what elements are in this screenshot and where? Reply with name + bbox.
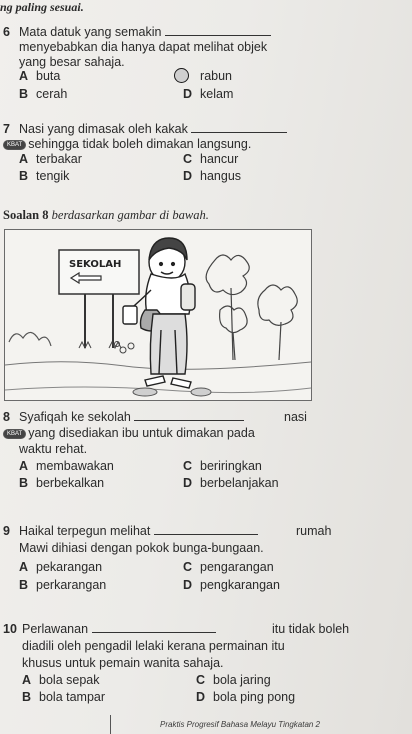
sign-label: SEKOLAH bbox=[69, 259, 122, 270]
q8-line3: waktu rehat. bbox=[19, 442, 88, 456]
answer-blank[interactable] bbox=[165, 35, 271, 36]
q10-line3: khusus untuk pemain wanita sahaja. bbox=[22, 656, 224, 670]
q6-option-c[interactable]: rabun bbox=[200, 69, 233, 83]
school-girl-illustration bbox=[5, 230, 311, 400]
q6-line3: yang besar sahaja. bbox=[19, 55, 125, 69]
kbat-badge: KBAT bbox=[3, 140, 26, 150]
tree-decoration bbox=[206, 255, 297, 360]
instruction-fragment: ng paling sesuai. bbox=[0, 0, 84, 14]
q7-option-c[interactable]: C hancur bbox=[183, 152, 239, 166]
q8-line1-end: nasi bbox=[284, 410, 307, 424]
q10-option-b[interactable]: B bola tampar bbox=[22, 690, 106, 704]
answer-blank[interactable] bbox=[92, 632, 216, 633]
q8-line2: KBAT yang disediakan ibu untuk dimakan pada bbox=[3, 426, 255, 441]
q10-number: 10 bbox=[3, 622, 17, 636]
kbat-badge: KBAT bbox=[3, 429, 26, 439]
q7-option-d[interactable]: D hangus bbox=[183, 169, 242, 183]
section-heading: Soalan 8 berdasarkan gambar di bawah. bbox=[3, 208, 209, 222]
q10-option-d[interactable]: D bola ping pong bbox=[196, 690, 296, 704]
q9-line2: Mawi dihiasi dengan pokok bunga-bungaan. bbox=[19, 541, 264, 555]
illustration-frame bbox=[4, 229, 312, 401]
q6-number: 6 bbox=[3, 25, 10, 39]
q9-line1: Haikal terpegun melihat bbox=[19, 524, 258, 539]
q8-number: 8 bbox=[3, 410, 10, 424]
q7-line1: Nasi yang dimasak oleh kakak bbox=[19, 122, 287, 137]
q7-option-b[interactable]: B tengik bbox=[19, 169, 70, 183]
answer-blank[interactable] bbox=[134, 420, 244, 421]
q9-option-a[interactable]: A pekarangan bbox=[19, 560, 103, 574]
q7-line2: KBAT sehingga tidak boleh dimakan langsung. bbox=[3, 137, 251, 152]
q9-line1-end: rumah bbox=[296, 524, 332, 538]
q10-line1-end: itu tidak boleh bbox=[272, 622, 350, 636]
answer-blank[interactable] bbox=[191, 132, 287, 133]
q8-option-c[interactable]: C beriringkan bbox=[183, 459, 262, 473]
q9-option-d[interactable]: D pengkarangan bbox=[183, 578, 280, 592]
q9-number: 9 bbox=[3, 524, 10, 538]
q6-line1: Mata datuk yang semakin bbox=[19, 25, 271, 40]
q7-option-a[interactable]: A terbakar bbox=[19, 152, 82, 166]
q10-option-a[interactable]: A bola sepak bbox=[22, 673, 100, 687]
q6-option-d[interactable]: D kelam bbox=[183, 87, 234, 101]
q8-option-a[interactable]: A membawakan bbox=[19, 459, 114, 473]
q9-option-c[interactable]: C pengarangan bbox=[183, 560, 274, 574]
q8-option-b[interactable]: B berbekalkan bbox=[19, 476, 105, 490]
q9-option-b[interactable]: B perkarangan bbox=[19, 578, 107, 592]
answer-blank[interactable] bbox=[154, 534, 258, 535]
q10-option-c[interactable]: C bola jaring bbox=[196, 673, 271, 687]
q7-number: 7 bbox=[3, 122, 10, 136]
q6-line2: menyebabkan dia hanya dapat melihat objek bbox=[19, 40, 268, 54]
q10-line1: Perlawanan bbox=[22, 622, 216, 637]
school-sign bbox=[59, 250, 139, 294]
q8-line1: Syafiqah ke sekolah bbox=[19, 410, 244, 425]
q8-option-d[interactable]: D berbelanjakan bbox=[183, 476, 279, 490]
q6-option-b[interactable]: B cerah bbox=[19, 87, 68, 101]
page-divider bbox=[110, 715, 111, 734]
page-footer: Praktis Progresif Bahasa Melayu Tingkatan 2 bbox=[160, 720, 321, 729]
q10-line2: diadili oleh pengadil lelaki kerana permainan itu bbox=[22, 639, 285, 653]
q6-option-a[interactable]: A buta bbox=[19, 69, 61, 83]
